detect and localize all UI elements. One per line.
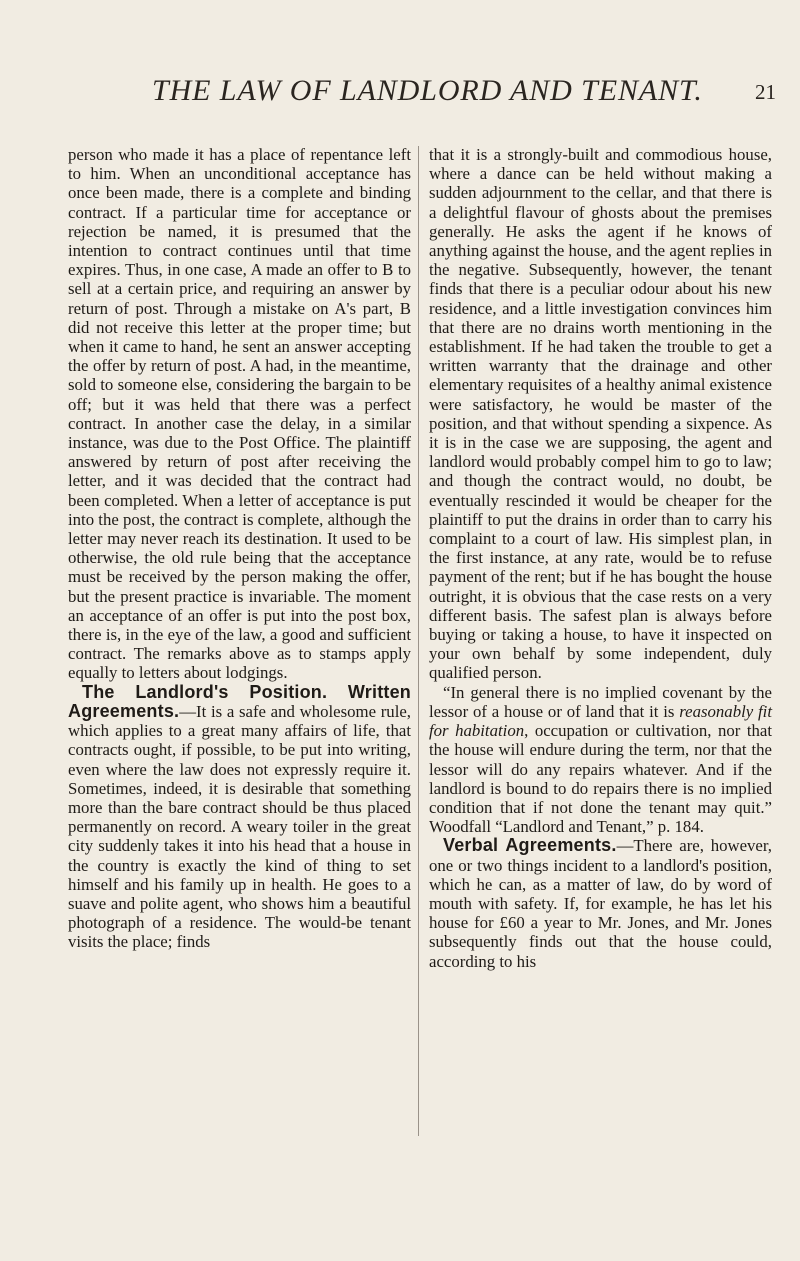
paragraph	[429, 836, 772, 970]
quote-text: , occupation or cultivation, nor that the house will endure during the term, nor that the lessor will do any repairs whatever. And if the landlord is bound to do repairs there is no implied condition that if not done the tenant may quit.” Woodfall “Landlord and Tenant,” p. 184.	[429, 721, 772, 837]
column-divider	[418, 146, 419, 1136]
quote-italic-phrase: reasonably fit for habitation	[429, 701, 772, 741]
page-number: 21	[755, 80, 776, 104]
running-title: THE LAW OF LANDLORD AND TENANT.	[152, 74, 703, 107]
right-column	[429, 145, 772, 971]
running-head	[100, 74, 776, 114]
paragraph-text: —It is a safe and wholesome rule, which applies to a great many affairs of life, that contracts ought, if possible, to be put into writing, even where the law does not expressly require it. Sometimes, indeed, it is desirable that something more than the bare contract should be thus placed permanently on record. A weary toiler in the great city suddenly takes it into his head that a house in the country is exactly the kind of thing to set himself and his family up in health. He goes to a suave and polite agent, who shows him a beautiful photograph of a residence. The would-be tenant visits the place; finds	[68, 701, 411, 952]
section-heading: The Landlord's Position. Written Agreements.	[68, 681, 411, 721]
paragraph	[68, 683, 411, 952]
paragraph-text: —There are, however, one or two things incident to a landlord's position, which he can, as a matter of law, do by word of mouth with safety. If, for example, he has let his house for £60 a year to Mr. Jones, and Mr. Jones subsequently finds out that the house could, according to his	[429, 836, 772, 971]
quote-text: “In general there is no implied covenant by the lessor of a house or of land that it is	[429, 682, 772, 721]
paragraph: person who made it has a place of repentance left to him. When an unconditional acceptance has once been made, there is a complete and binding contract. If a particular time for acceptance or rejection be named, it is presumed that the intention to contract continues until that time expires. Thus, in one case, A made an offer to B to sell at a certain price, and requiring an answer by return of post. Through a mistake on A's part, B did not receive this letter at the proper time; but when it came to hand, he sent an answer accepting the offer by return of post. A had, in the meantime, sold to someone else, considering the bargain to be off; but it was held that there was a perfect contract. In another case the delay, in a similar instance, was due to the Post Office. The plaintiff answered by return of post after receiving the letter, and it was decided that the contract had been completed. When a letter of acceptance is put into the post, the contract is complete, although the letter may never reach its destination. It used to be otherwise, the old rule being that the acceptance must be received by the person making the offer, but the present practice is invariable. The moment an acceptance of an offer is put into the post box, there is, in the eye of the law, a good and sufficient contract. The remarks above as to stamps apply equally to letters about lodgings.	[68, 145, 411, 683]
paragraph: that it is a strongly-built and commodious house, where a dance can be held without making a sudden adjournment to the cellar, and that there is a delightful flavour of ghosts about the premises generally. He asks the agent if he knows of anything against the house, and the agent replies in the negative. Subsequently, however, the tenant finds that there is a peculiar odour about his new residence, and a little investigation convinces him that there are no drains worth mentioning in the establishment. If he had taken the trouble to get a written warranty that the drainage and other elementary requisites of a healthy animal existence were satisfactory, he would be master of the position, and that without spending a sixpence. As it is in the case we are supposing, the agent and landlord would probably compel him to go to law; and though the contract would, no doubt, be eventually rescinded it would be cheaper for the plaintiff to put the drains in order than to carry his complaint to a court of law. His simplest plan, in the first instance, at any rate, would be to refuse payment of the rent; but if he has bought the house outright, it is obvious that the case rests on a very different basis. The safest plan is always before buying or taking a house, to have it inspected on your own behalf by some independent, duly qualified person.	[429, 145, 772, 683]
section-heading: Verbal Agreements.	[443, 835, 617, 856]
quote-paragraph	[429, 683, 772, 837]
left-column	[68, 145, 411, 952]
